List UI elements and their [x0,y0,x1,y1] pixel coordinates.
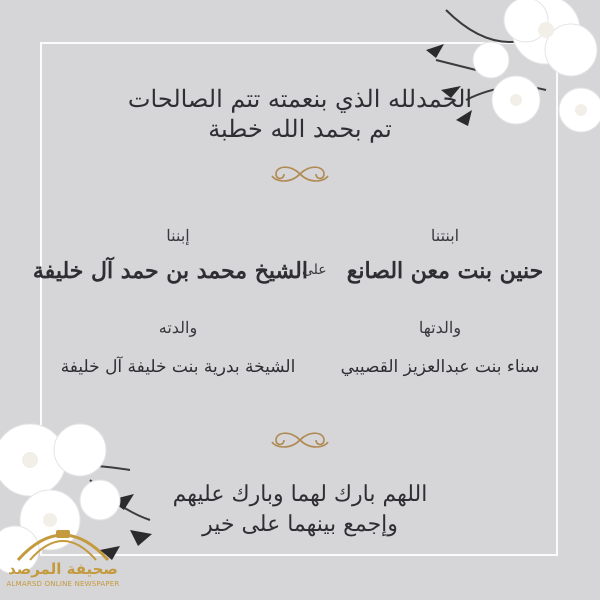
blessing-line-1: اللهم بارك لهما وبارك عليهم [172,482,428,507]
groom-mother-name: الشيخة بدرية بنت خليفة آل خليفة [60,357,296,377]
bride-mother-name: سناء بنت عبدالعزيز القصيبي [340,357,540,377]
groom-label: إبننا [166,226,190,245]
bride-name: حنين بنت معن الصانع [346,258,544,284]
logo-name: صحيفة المرصد [8,560,118,578]
blessing-line-2: وإجمع بينهما على خير [202,512,398,537]
bride-section [340,226,550,284]
connector-text: على [302,262,327,278]
header-line-1: الحمدلله الذي بنعمته تتم الصالحات [127,85,473,113]
logo-subtitle: ALMARSD ONLINE NEWSPAPER [6,580,120,588]
header-line-2: تم بحمد الله خطبة [208,115,392,143]
bride-label: ابنتنا [430,226,460,245]
newspaper-logo [4,516,122,598]
ornament-divider-bottom [250,428,350,452]
groom-section [32,226,308,284]
logo-dome-icon [4,516,122,562]
ornament-divider-top [250,162,350,186]
groom-name: الشيخ محمد بن حمد آل خليفة [32,258,308,284]
groom-mother-label: والدته [158,318,198,337]
bride-mother-section [330,318,550,378]
header-text [0,84,600,144]
groom-mother-section [58,318,298,378]
bride-mother-label: والدتها [418,318,462,337]
